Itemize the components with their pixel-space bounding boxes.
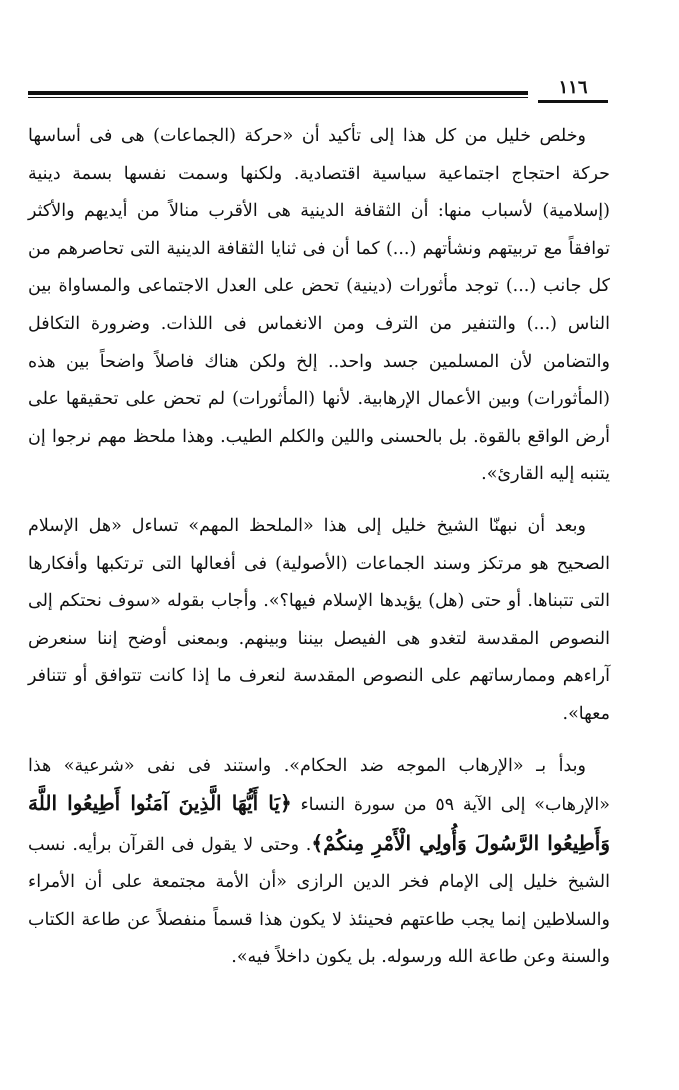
paragraph-3-rest: . وحتى لا يقول فى القرآن برأيه. نسب الشيخ خليل إلى الإمام فخر الدين الرازى «أن الأمة مجتمعة على أن الأمراء والسلاطين إنما يجب طاعتهم فحينئذ لا يكون هذا قسماً منفصلاً عن طاعة الكتاب والسنة وعن طاعة الله ورسوله. بل يكون داخلاً فيه». [28, 834, 610, 968]
page-body [28, 118, 610, 977]
paragraph-3-intro: وبدأ بـ «الإرهاب الموجه ضد الحكام». واستند فى نفى «شرعية» هذا «الإرهاب» إلى الآية ٥٩ من سورة النساء [28, 755, 610, 816]
paragraph-3 [28, 748, 610, 978]
header-rule [28, 91, 528, 98]
paragraph-2: وبعد أن نبهنّا الشيخ خليل إلى هذا «الملحظ المهم» تساءل «هل الإسلام الصحيح هو مرتكز وسند الجماعات (الأصولية) فى أفعالها التى ترتكبها وأفكارها التى تتبناها. أو حتى (هل) يؤيدها الإسلام فيها؟». وأجاب بقوله «سوف نحتكم إلى النصوص المقدسة لتغدو هى الفيصل بيننا وبينهم. وبمعنى أوضح إننا سنعرض آراءهم وممارساتهم على النصوص المقدسة لنعرف ما إذا كانت تتوافق أو تتنافر معها». [28, 515, 610, 724]
page-number: ١١٦ [538, 78, 608, 103]
quran-verse: ﴿يَا أَيُّهَا الَّذِينَ آمَنُوا أَطِيعُوا اللَّهَ وَأَطِيعُوا الرَّسُولَ وَأُولِي الْأَمْرِ مِنكُمْ﴾ [28, 791, 610, 855]
page-header [28, 78, 608, 102]
paragraph-1: وخلص خليل من كل هذا إلى تأكيد أن «حركة (الجماعات) هى فى أساسها حركة احتجاج اجتماعية سياسية اقتصادية. ولكنها وسمت نفسها بسمة دينية (إسلامية) لأسباب منها: أن الثقافة الدينية هى الأقرب منالاً من أيديهم والأكثر توافقاً مع تربيتهم ونشأتهم (...) كما أن فى ثنايا الثقافة الدينية التى تحاصرهم من كل جانب (...) توجد مأثورات (دينية) تحض على العدل الاجتماعى والمساواة بين الناس (...) والتنفير من الترف ومن الانغماس فى اللذات. وضرورة التكافل والتضامن لأن المسلمين جسد واحد.. إلخ ولكن هناك فاصلاً واضحاً بين هذه (المأثورات) وبين الأعمال الإرهابية. لأنها (المأثورات) لم تحض على تحقيقها على أرض الواقع بالقوة. بل بالحسنى واللين والكلم الطيب. وهذا ملحظ مهم نرجوا إن يتنبه إليه القارئ». [28, 126, 610, 485]
